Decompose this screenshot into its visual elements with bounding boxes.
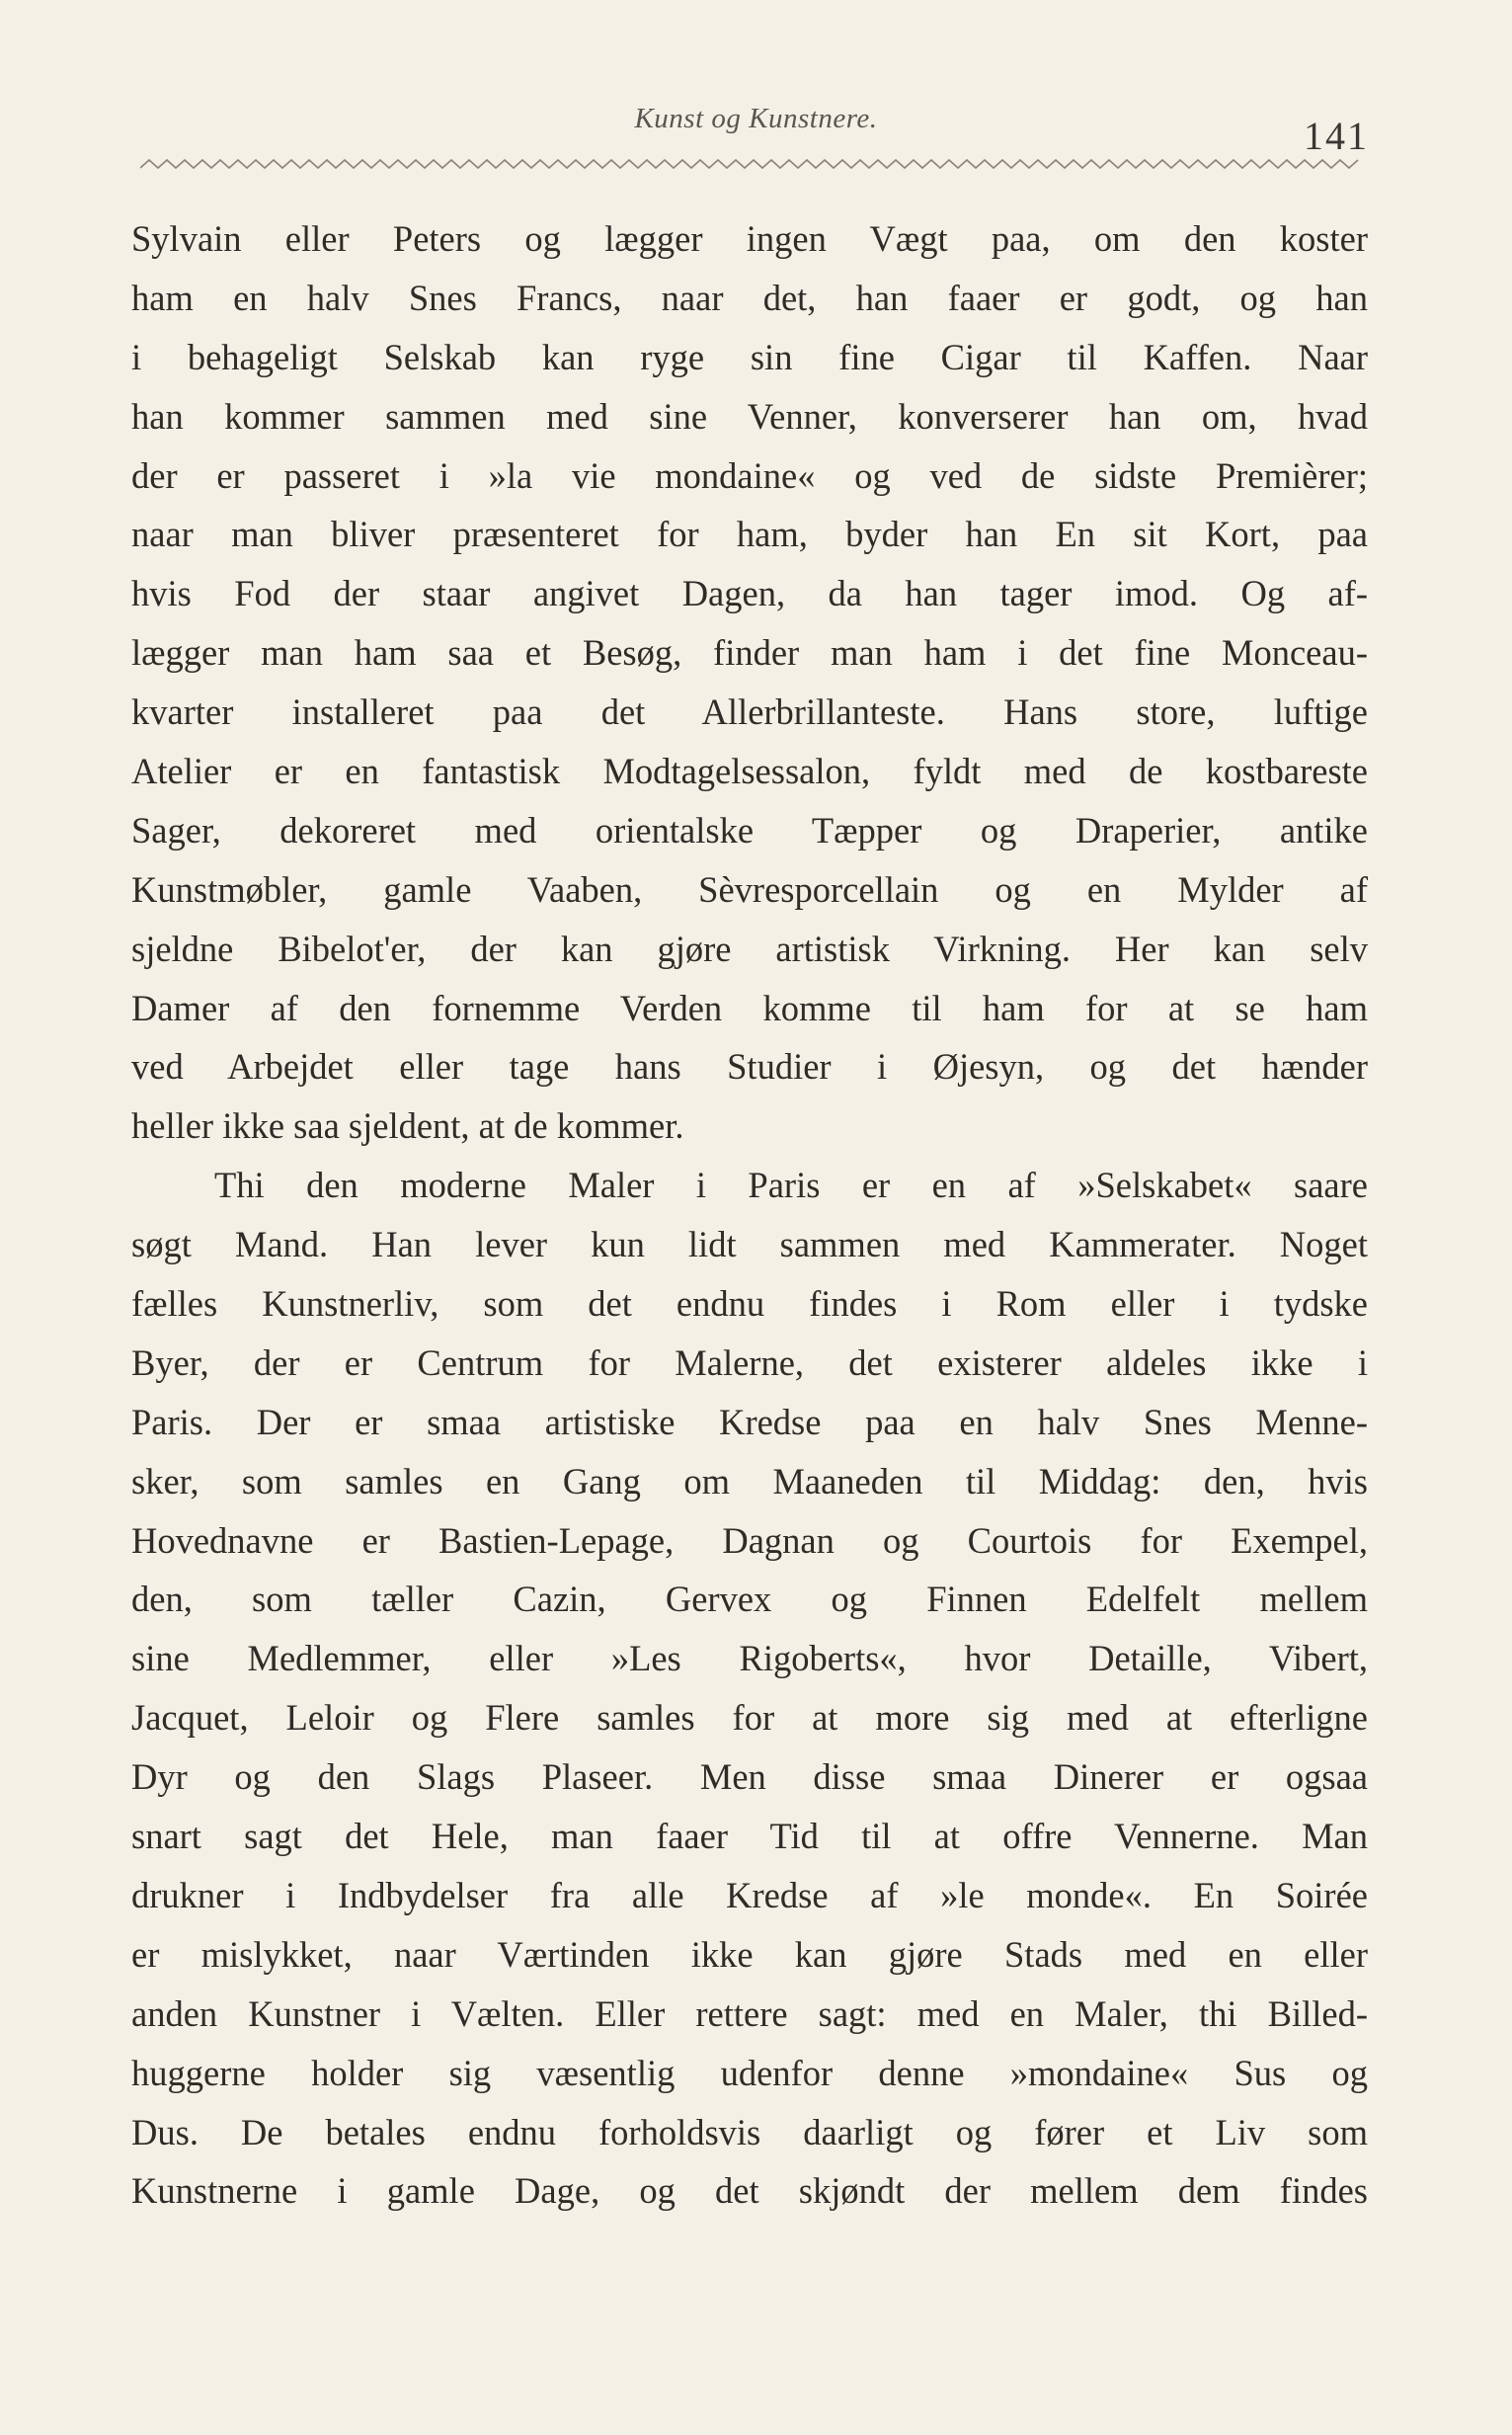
text-line: Kunstmøbler, gamle Vaaben, Sèvresporcellain og en Mylder af (131, 868, 1368, 910)
text-line: heller ikke saa sjeldent, at de kommer. (131, 1105, 684, 1147)
text-line: fælles Kunstnerliv, som det endnu findes i Rom eller i tydske (131, 1283, 1368, 1325)
body-text (131, 209, 1368, 2221)
text-line: Paris. Der er smaa artistiske Kredse paa en halv Snes Menne- (131, 1401, 1368, 1442)
text-line: den, som tæller Cazin, Gervex og Finnen Edelfelt mellem (131, 1579, 1368, 1620)
page-number: 141 (1304, 114, 1369, 158)
text-line: sine Medlemmer, eller »Les Rigoberts«, hvor Detaille, Vibert, (131, 1638, 1368, 1679)
text-line: Damer af den fornemme Verden komme til ham for at se ham (131, 987, 1368, 1028)
text-line: Jacquet, Leloir og Flere samles for at more sig med at efterligne (131, 1697, 1368, 1739)
text-line: der er passeret i »la vie mondaine« og ved de sidste Premièrer; (131, 454, 1368, 496)
text-line: naar man bliver præsenteret for ham, byder han En sit Kort, paa (131, 514, 1368, 555)
text-line: sjeldne Bibelot'er, der kan gjøre artistisk Virkning. Her kan selv (131, 928, 1368, 969)
text-line: anden Kunstner i Vælten. Eller rettere sagt: med en Maler, thi Billed- (131, 1992, 1368, 2034)
text-line: ved Arbejdet eller tage hans Studier i Øjesyn, og det hænder (131, 1046, 1368, 1088)
text-line: han kommer sammen med sine Venner, konverserer han om, hvad (131, 395, 1368, 437)
text-line: hvis Fod der staar angivet Dagen, da han tager imod. Og af- (131, 573, 1368, 614)
text-line: Atelier er en fantastisk Modtagelsessalon, fyldt med de kostbareste (131, 751, 1368, 792)
text-line: snart sagt det Hele, man faaer Tid til at offre Vennerne. Man (131, 1816, 1368, 1857)
text-line: i behageligt Selskab kan ryge sin fine Cigar til Kaffen. Naar (131, 336, 1368, 377)
text-line: Dyr og den Slags Plaseer. Men disse smaa Dinerer er ogsaa (131, 1756, 1368, 1798)
text-line: huggerne holder sig væsentlig udenfor denne »mondaine« Sus og (131, 2052, 1368, 2093)
text-line: Sager, dekoreret med orientalske Tæpper og Draperier, antike (131, 809, 1368, 851)
text-line: lægger man ham saa et Besøg, finder man ham i det fine Monceau- (131, 632, 1368, 674)
text-line: ham en halv Snes Francs, naar det, han faaer er godt, og han (131, 277, 1368, 318)
text-line: drukner i Indbydelser fra alle Kredse af »le monde«. En Soirée (131, 1874, 1368, 1915)
ornament-rule (140, 156, 1365, 172)
text-line: sker, som samles en Gang om Maaneden til Middag: den, hvis (131, 1460, 1368, 1502)
text-line: er mislykket, naar Værtinden ikke kan gjøre Stads med en eller (131, 1933, 1368, 1975)
text-line: Sylvain eller Peters og lægger ingen Vægt paa, om den koster (131, 218, 1368, 259)
text-line: Kunstnerne i gamle Dage, og det skjøndt der mellem dem findes (131, 2170, 1368, 2212)
text-line: Dus. De betales endnu forholdsvis daarligt og fører et Liv som (131, 2111, 1368, 2152)
text-line: søgt Mand. Han lever kun lidt sammen med Kammerater. Noget (131, 1224, 1368, 1265)
text-line: kvarter installeret paa det Allerbrillanteste. Hans store, luftige (131, 691, 1368, 733)
running-title: Kunst og Kunstnere. (634, 103, 878, 134)
text-line: Byer, der er Centrum for Malerne, det existerer aldeles ikke i (131, 1341, 1368, 1383)
text-line: Thi den moderne Maler i Paris er en af »Selskabet« saare (214, 1165, 1368, 1206)
text-line: Hovednavne er Bastien-Lepage, Dagnan og Courtois for Exempel, (131, 1519, 1368, 1561)
